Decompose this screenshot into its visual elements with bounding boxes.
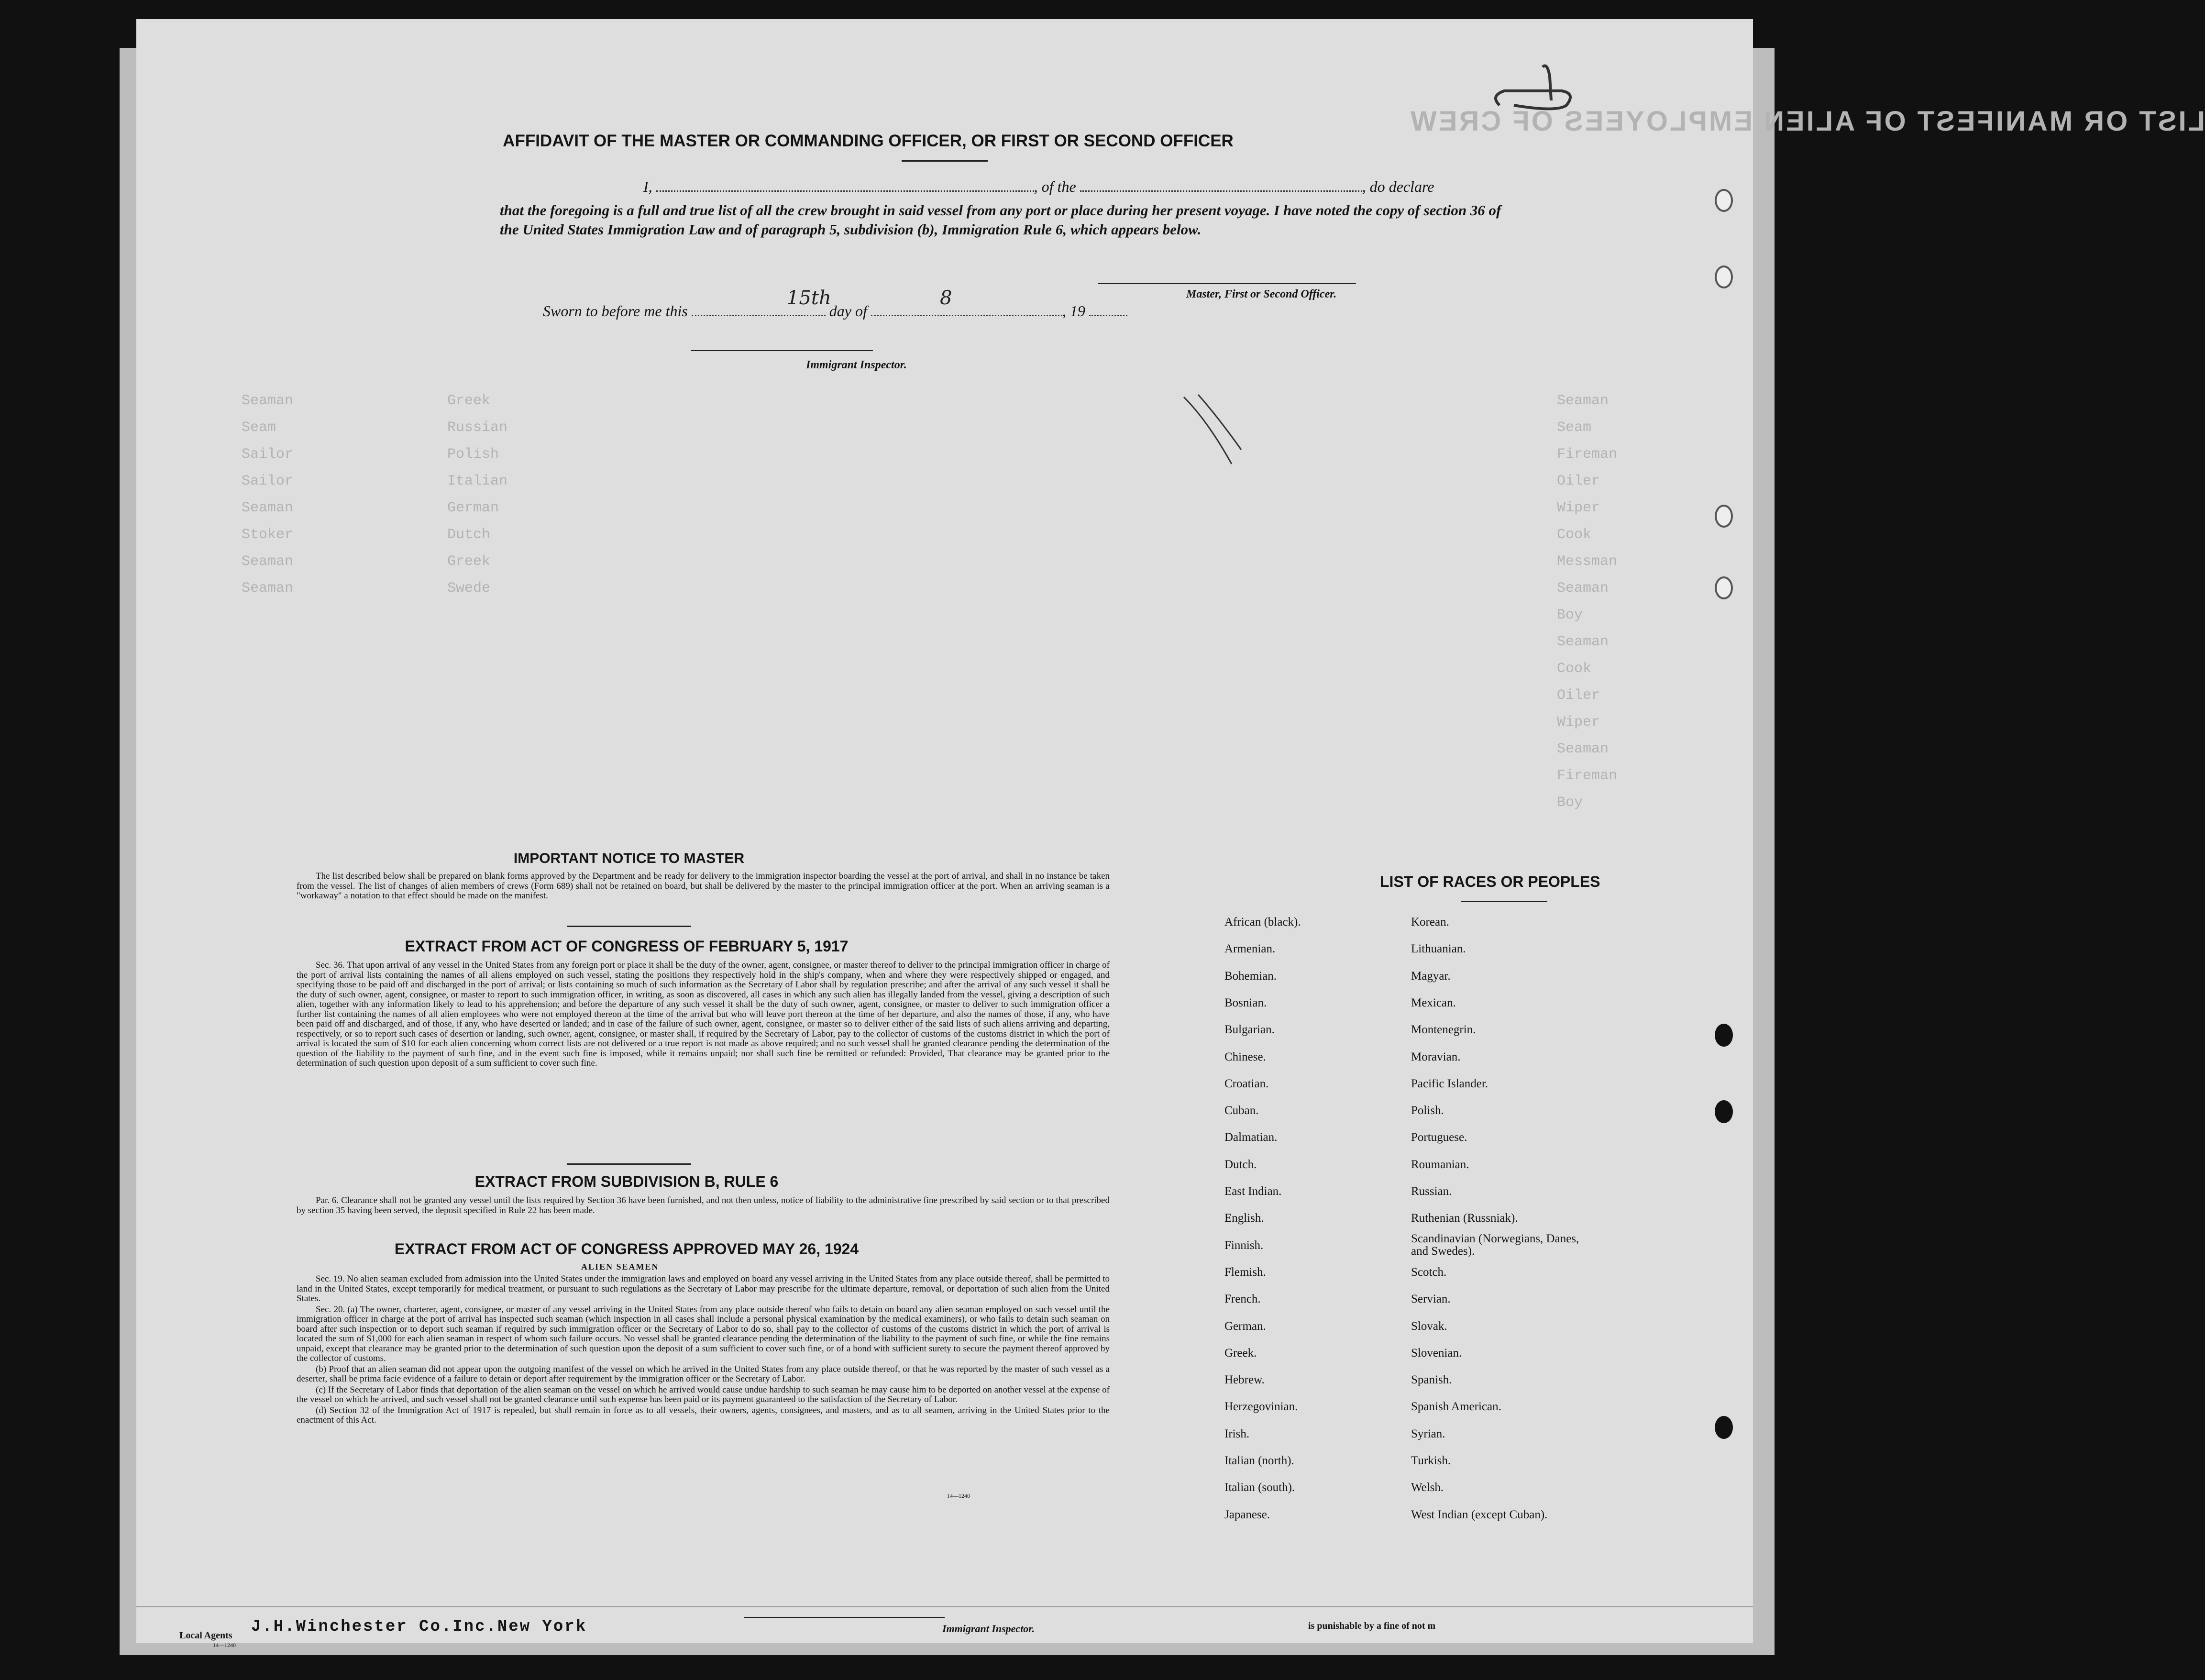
sec-20d-paragraph: (d) Section 32 of the Immigration Act of 1917 is repealed, but shall remain in force as to all vessels, their owners, agents, consignees, and masters, and as to all seamen, arriving in the United States prior to the enactment of this Act. <box>297 1405 1110 1425</box>
extract-1924-title: EXTRACT FROM ACT OF CONGRESS APPROVED MAY 26, 1924 <box>394 1240 859 1258</box>
notice-title: IMPORTANT NOTICE TO MASTER <box>513 851 745 866</box>
race-item: Dalmatian. <box>1224 1131 1278 1144</box>
race-item: Armenian. <box>1224 942 1276 956</box>
sec-20b-paragraph: (b) Proof that an alien seaman did not appear upon the outgoing manifest of the vessel on which he arrived in the United States from any place outside thereof, or that he was reported by the master of such vessel as a deserter, shall be prima facie evidence of a failure to detain or deport after requirement by the immigration officer or the Secretary of Labor. <box>297 1364 1110 1384</box>
race-item: Croatian. <box>1224 1077 1269 1090</box>
race-item: Japanese. <box>1224 1508 1270 1521</box>
sec-20a-paragraph: Sec. 20. (a) The owner, charterer, agent, consignee, or master of any vessel arriving in the United States from any place outside thereof who fails to detain on board any alien seaman employed on such vessel until the immigration officer in charge at the port of arrival has inspected such seaman (which inspection in all cases shall include a personal physical examination by the medical examiners), or who fails to detain such seaman on board after such inspection or to deport such seaman if required by such immigration officer or the Secretary of Labor to do so, shall pay to the collector of customs of the customs district in which the port of arrival is located the sum of $1,000 for each alien seaman in respect of whom such failure occurs. No vessel shall be granted clearance pending the determination of the liability to the payment of such fine, or while the fine remains unpaid, except that clearance may be granted prior to the determination of such question upon the deposit of a sum sufficient to cover such fine, or of a bond with sufficient surety to secure the payment thereof approved by the collector of customs. <box>297 1304 1110 1363</box>
footer-inspector-label: Immigrant Inspector. <box>942 1623 1035 1635</box>
extract-1917-title: EXTRACT FROM ACT OF CONGRESS OF FEBRUARY 5, 1917 <box>405 938 849 955</box>
binder-hole <box>1715 1024 1733 1047</box>
race-item: Ruthenian (Russniak). <box>1411 1212 1518 1225</box>
race-item: French. <box>1224 1293 1261 1306</box>
sec-36-paragraph: Sec. 36. That upon arrival of any vessel in the United States from any foreign port or place it shall be the duty of the owner, agent, consignee, or master thereof to deliver to the principal immigration officer in charge of the port of arrival lists containing the names of all aliens employed on such vessel, stating the positions they respectively hold in the ship's company, when and where they were respectively shipped or engaged, and specifying those to be paid off and discharged in the port of arrival; or lists containing so much of such information as the Secretary of Labor shall by regulation prescribe; and after the arrival of any such vessel it shall be the duty of such owner, agent, consignee, or master to report to such immigration officer, in writing, as soon as discovered, all cases in which any such alien has illegally landed from the vessel, giving a description of such alien, together with any information likely to lead to his apprehension; and before the departure of any such vessel it shall be the duty of such owner, agent, consignee, or master to deliver to such immigration officer a further list containing the names of all alien employees who were not employed thereon at the time of the arrival but who will leave port thereon at the time of her departure, and also the names of those, if any, who have been paid off and discharged, and of those, if any, who have deserted or landed; and in case of the failure of such owner, agent, consignee, or master so to deliver either of the said lists of such aliens arriving and departing, respectively, or so to report such cases of desertion or landing, such owner, agent, consignee, or master shall, if required by the Secretary of Labor, pay to the collector of customs of the customs district in which the port of arrival is located the sum of $10 for each alien concerning whom correct lists are not delivered or a true report is not made as above required; and no such vessel shall be granted clearance pending the determination of the question of the liability to the payment of such fine, and in the event such fine is imposed, while it remains unpaid; nor shall such fine be remitted or refunded: Provided, That clearance may be granted prior to the determination of such question upon deposit of a sum sufficient to cover such fine. <box>297 960 1110 1068</box>
race-item: Magyar. <box>1411 969 1451 983</box>
notice-paragraph: The list described below shall be prepared on blank forms approved by the Department and be ready for delivery to the immigration inspector boarding the vessel at the port of arrival, and shall in no instance be taken from the vessel. The list of changes of alien members of crews (Form 689) shall not be retained on board, but shall be delivered by the master to the principal immigration officer at the port. When an arriving seaman is a "workaway" a notation to that effect should be made on the manifest. <box>297 871 1110 901</box>
rule-6-title: EXTRACT FROM SUBDIVISION B, RULE 6 <box>474 1173 779 1190</box>
race-item: Hebrew. <box>1224 1373 1265 1387</box>
sworn-year: , 19 <box>1062 302 1085 320</box>
race-item: German. <box>1224 1319 1266 1333</box>
form-number: 14—1240 <box>947 1492 970 1499</box>
extract-1924-text <box>297 1274 1110 1426</box>
vessel-blank <box>1080 190 1362 192</box>
show-through-title: LIST OR MANIFEST OF ALIEN EMPLOYEES OF CREW <box>1409 106 2205 137</box>
race-item: Finnish. <box>1224 1238 1264 1252</box>
binder-hole <box>1715 505 1733 528</box>
footer-form-number: 14—1240 <box>213 1642 236 1648</box>
race-item: Dutch. <box>1224 1158 1257 1171</box>
alien-seamen-subtitle: ALIEN SEAMEN <box>581 1262 659 1271</box>
race-item: Scandinavian (Norwegians, Danes, and Swedes). <box>1411 1232 1579 1258</box>
master-signature-line <box>1098 283 1356 284</box>
extract-1917-rule <box>567 1163 691 1165</box>
month-blank <box>871 315 1062 316</box>
agent-stamp: J.H.Winchester Co.Inc.New York <box>251 1618 587 1636</box>
race-item: Montenegrin. <box>1411 1023 1476 1037</box>
footer-divider <box>136 1606 1753 1607</box>
paper-clip-icon <box>1485 57 1581 120</box>
form-page <box>136 19 2205 1648</box>
sworn-prefix: Sworn to before me this <box>543 302 688 320</box>
inspector-label: Immigrant Inspector. <box>806 359 907 371</box>
sec-20c-paragraph: (c) If the Secretary of Labor finds that deportation of the alien seaman on the vessel on which he arrived would cause undue hardship to such seaman he may cause him to be deported on another vessel at the expense of the vessel on which he arrived, and such vessel shall not be granted clearance until such expense has been paid or its payment guaranteed to the satisfaction of the Secretary of Labor. <box>297 1384 1110 1404</box>
pencil-mark <box>1179 392 1246 469</box>
declaration-of-the: , of the <box>1034 178 1076 195</box>
affidavit-title: AFFIDAVIT OF THE MASTER OR COMMANDING OFFICER, OR FIRST OR SECOND OFFICER <box>503 132 1234 150</box>
local-agents-label: Local Agents <box>179 1630 232 1641</box>
name-blank <box>656 190 1034 192</box>
show-through-column-3: Seaman Seam Fireman Oiler Wiper Cook Messman Seaman Boy Seaman Cook Oiler Wiper Seaman Fireman Boy <box>1557 393 1618 811</box>
binder-hole <box>1715 189 1733 212</box>
race-item: Chinese. <box>1224 1050 1266 1063</box>
race-item: Russian. <box>1411 1185 1452 1198</box>
race-item: Irish. <box>1224 1427 1250 1440</box>
show-through-column-2: Greek Russian Polish Italian German Dutch Greek Swede <box>447 393 508 597</box>
year-blank <box>1089 315 1127 316</box>
race-item: Korean. <box>1411 916 1449 928</box>
race-item: Bosnian. <box>1224 996 1267 1009</box>
inspector-signature-line <box>691 350 873 351</box>
race-item: Greek. <box>1224 1346 1257 1359</box>
notice-rule <box>567 926 691 927</box>
race-item: Syrian. <box>1411 1427 1445 1440</box>
par-6-paragraph: Par. 6. Clearance shall not be granted any vessel until the lists required by Section 36 have been furnished, and not then unless, notice of liability to the administrative fine prescribed by said section or to that prescribed by section 35 having been served, the deposit specified in Rule 22 has been made. <box>297 1195 1110 1216</box>
race-item: Herzegovinian. <box>1224 1400 1298 1414</box>
notice-text <box>297 872 1110 902</box>
race-item: Spanish American. <box>1411 1400 1501 1414</box>
race-item: Roumanian. <box>1411 1158 1469 1171</box>
race-item: African (black). <box>1224 916 1301 928</box>
footer-inspector-line <box>744 1617 945 1618</box>
declaration-i: I, <box>643 178 652 195</box>
footer-punishable-text: is punishable by a fine of not m <box>1308 1621 1436 1631</box>
title-rule <box>902 160 988 162</box>
race-item: English. <box>1224 1212 1264 1225</box>
race-item: Cuban. <box>1224 1104 1259 1117</box>
race-item: Welsh. <box>1411 1481 1444 1494</box>
binder-hole <box>1715 1100 1733 1123</box>
handwritten-day: 15th <box>787 287 831 309</box>
race-item: Moravian. <box>1411 1050 1461 1063</box>
race-item: Mexican. <box>1411 996 1456 1009</box>
extract-1917-text <box>297 961 1110 1070</box>
race-item: Turkish. <box>1411 1454 1451 1467</box>
race-item: East Indian. <box>1224 1185 1282 1198</box>
handwritten-month: 8 <box>940 287 952 309</box>
binder-hole <box>1715 265 1733 288</box>
declaration-do-declare: , do declare <box>1362 178 1434 195</box>
race-item: Italian (north). <box>1224 1454 1294 1467</box>
race-item: Bulgarian. <box>1224 1023 1275 1037</box>
race-item: Italian (south). <box>1224 1481 1295 1494</box>
race-item: Scotch. <box>1411 1265 1447 1279</box>
race-item: Slovak. <box>1411 1319 1447 1333</box>
binder-hole <box>1715 576 1733 599</box>
race-item: Bohemian. <box>1224 969 1277 983</box>
binder-hole <box>1715 1416 1733 1439</box>
sworn-day-of: day of <box>829 302 867 320</box>
sworn-line <box>543 302 1127 320</box>
races-title: LIST OF RACES OR PEOPLES <box>1380 873 1600 890</box>
race-item: Lithuanian. <box>1411 942 1466 956</box>
races-rule <box>1461 901 1547 902</box>
sec-19-paragraph: Sec. 19. No alien seaman excluded from admission into the United States under the immigration laws and employed on board any vessel arriving in the United States from any place outside thereof, shall be permitted to land in the United States, except temporarily for medical treatment, or pursuant to such regulations as the Secretary of Labor may prescribe for the ultimate departure, removal, or deportation of such alien from the United States. <box>297 1274 1110 1304</box>
declaration-paragraph: that the foregoing is a full and true list of all the crew brought in said vessel from any port or place during her present voyage. I have noted the copy of section 36 of the United States Immigration Law and of paragraph 5, subdivision (b), Immigration Rule 6, which appears below. <box>500 202 1501 238</box>
race-item: Flemish. <box>1224 1265 1266 1279</box>
declaration-line <box>643 178 1434 196</box>
race-item: West Indian (except Cuban). <box>1411 1508 1548 1521</box>
race-item: Portuguese. <box>1411 1131 1467 1144</box>
day-blank <box>692 315 826 316</box>
show-through-column-1: Seaman Seam Sailor Sailor Seaman Stoker Seaman Seaman <box>242 393 294 597</box>
rule-6-text <box>297 1196 1110 1216</box>
master-label: Master, First or Second Officer. <box>1186 288 1337 300</box>
race-item: Spanish. <box>1411 1373 1452 1387</box>
race-item: Pacific Islander. <box>1411 1077 1488 1090</box>
race-item: Servian. <box>1411 1293 1451 1306</box>
race-item: Polish. <box>1411 1104 1444 1117</box>
race-item: Slovenian. <box>1411 1346 1462 1359</box>
